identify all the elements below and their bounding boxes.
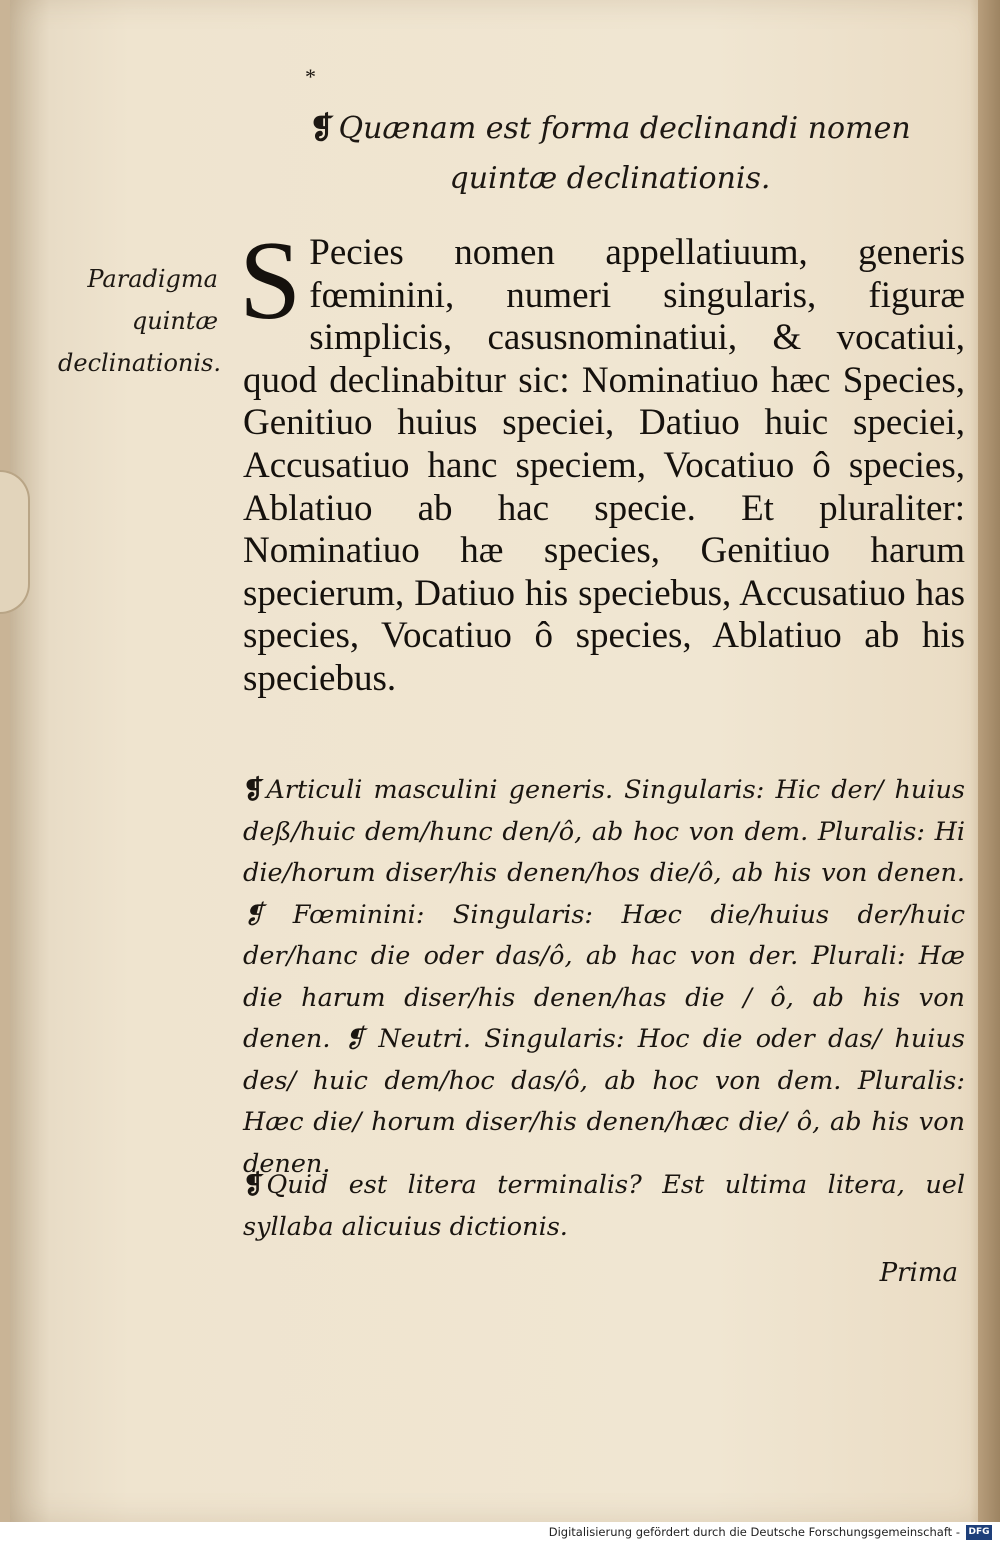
book-page [10,0,985,1522]
drop-cap: S [239,219,302,343]
heading-line-1: Quænam est forma declinandi nomen [338,111,911,146]
quid-section [243,1165,965,1248]
page-edge [978,0,1000,1522]
main-paragraph [239,219,965,701]
quid-text: Quid est litera terminalis? Est ultima litera, uel syllaba alicuius dictionis. [243,1170,965,1242]
margin-note: Paradigma quintæ declinationis. [58,265,221,377]
page-fold-tab [0,470,30,614]
dfg-logo-icon: DFG [966,1525,992,1540]
main-paragraph-text: Pecies nomen appellatiuum, generis fœminini, numeri singularis, figuræ simplicis, casusnominatiui, & vocatiui, quod declinabitur sic: Nominatiuo hæc Species, Genitiuo huius speciei, Datiuo huic speciei, Accusatiuo hanc speciem, Vocatiuo ô species, Ablatiuo ab hac specie. Et pluraliter: Nominatiuo hæ species, Genitiuo harum specierum, Datiuo his speciebus, Accusatiuo has species, Vocatiuo ô species, Ablatiuo ab his speciebus. [243,232,965,699]
page-heading [300,104,920,204]
articuli-section [243,770,965,1185]
footer-bar [0,1522,1000,1544]
pilcrow-icon: ❡ [309,111,335,146]
pilcrow-icon: ❡ [243,1170,265,1200]
pilcrow-icon: ❡ [243,775,265,805]
heading-line-2: quintæ declinationis. [449,161,771,196]
catchword: Prima [879,1258,958,1288]
star-mark: * [305,64,316,89]
footer-credit: Digitalisierung gefördert durch die Deutsche Forschungsgemeinschaft - [548,1525,960,1539]
articuli-text: Articuli masculini generis. Singularis: Hic der/ huius deß/huic dem/hunc den/ô, ab hoc von dem. Pluralis: Hi die/horum diser/his denen/hos die/ô, ab his von denen. ❡ Fœminini: Singularis: Hæc die/huius der/huic der/hanc die oder das/ô, ab hac von der. Plurali: Hæ die harum diser/his denen/has die / ô, ab his von denen. ❡ Neutri. Singularis: Hoc die oder das/ huius des/ huic dem/hoc das/ô, ab hoc von dem. Pluralis: Hæc die/ horum diser/his denen/hæc die/ ô, ab his von denen. [243,775,965,1179]
